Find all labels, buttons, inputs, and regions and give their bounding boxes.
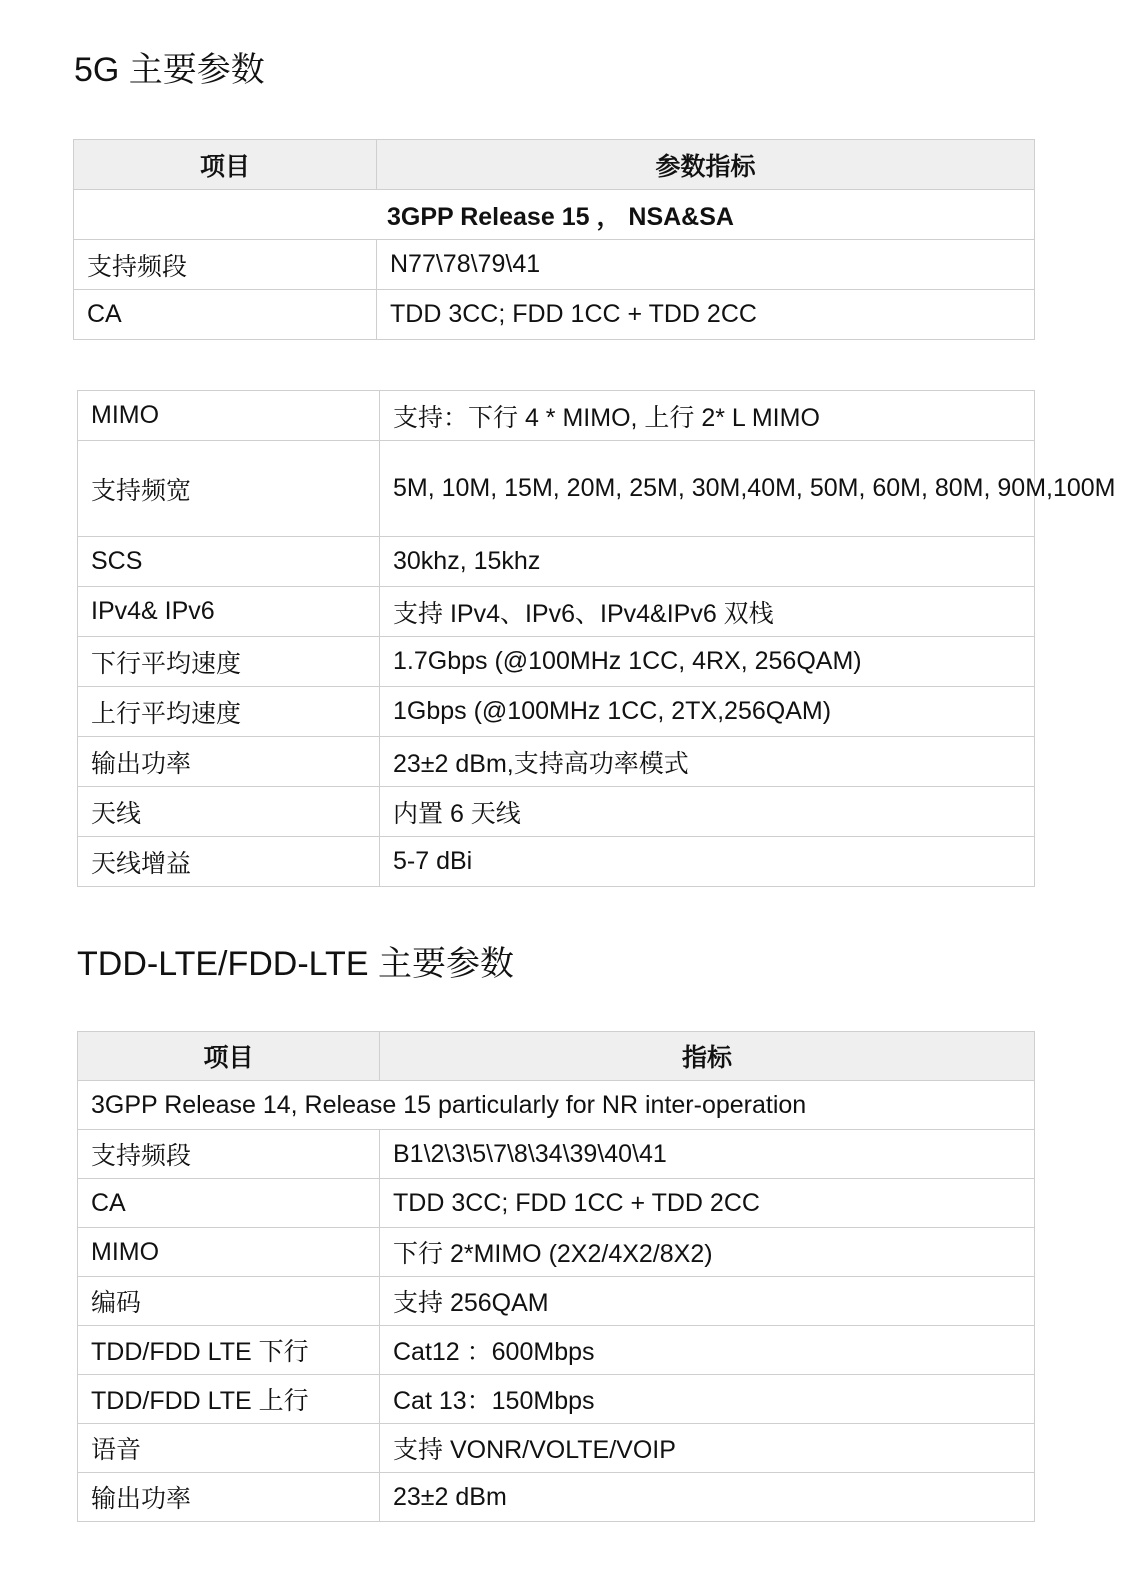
table-row [78, 687, 1035, 737]
release-cell: 3GPP Release 14, Release 15 particularly for NR inter-operation [78, 1081, 1035, 1130]
table-row [78, 1081, 1035, 1130]
table-row [78, 1326, 1035, 1375]
lte-params-table [77, 1031, 1035, 1522]
row-label: 下行平均速度 [78, 637, 380, 687]
table-row [78, 637, 1035, 687]
row-value: Cat12 ：600Mbps [380, 1326, 1035, 1375]
row-value: 1Gbps (@100MHz 1CC, 2TX,256QAM) [380, 687, 1035, 737]
row-value: 5-7 dBi [380, 837, 1035, 887]
row-value: 1.7Gbps (@100MHz 1CC, 4RX, 256QAM) [380, 637, 1035, 687]
row-label: 天线增益 [78, 837, 380, 887]
row-label: MIMO [78, 1228, 380, 1277]
row-value: TDD 3CC; FDD 1CC + TDD 2CC [380, 1179, 1035, 1228]
row-label: MIMO [78, 391, 380, 441]
row-label: 支持频段 [78, 1130, 380, 1179]
row-label: TDD/FDD LTE 上行 [78, 1375, 380, 1424]
table-row [78, 441, 1035, 537]
column-header-spec: 指标 [380, 1032, 1035, 1081]
row-value: 支持 256QAM [380, 1277, 1035, 1326]
row-label: 支持频宽 [78, 441, 380, 537]
table-row [78, 1375, 1035, 1424]
row-value: 30khz, 15khz [380, 537, 1035, 587]
table-row [78, 1277, 1035, 1326]
section-title-5g: 5G 主要参数 [74, 51, 265, 89]
row-label: IPv4& IPv6 [78, 587, 380, 637]
row-label: 天线 [78, 787, 380, 837]
row-label: 编码 [78, 1277, 380, 1326]
table-row [78, 391, 1035, 441]
row-value: 支持 IPv4、IPv6、IPv4&IPv6 双栈 [380, 587, 1035, 637]
table-row [74, 290, 1035, 340]
row-label: CA [78, 1179, 380, 1228]
table-row [78, 1473, 1035, 1522]
table-row [78, 837, 1035, 887]
column-header-spec: 参数指标 [377, 140, 1035, 190]
section-title-lte: TDD-LTE/FDD-LTE 主要参数 [77, 945, 514, 983]
row-label: SCS [78, 537, 380, 587]
table-row [78, 1179, 1035, 1228]
table-row [78, 787, 1035, 837]
row-label: 输出功率 [78, 1473, 380, 1522]
table-row [78, 1130, 1035, 1179]
table-header-row [78, 1032, 1035, 1081]
5g-params-table [73, 139, 1035, 340]
row-label: 上行平均速度 [78, 687, 380, 737]
table-row [74, 190, 1035, 240]
row-value: Cat 13：150Mbps [380, 1375, 1035, 1424]
column-header-item: 项目 [74, 140, 377, 190]
row-value: 5M, 10M, 15M, 20M, 25M, 30M,40M, 50M, 60M, 80M, 90M,100M [380, 441, 1035, 537]
row-label: 支持频段 [74, 240, 377, 290]
row-value: B1\2\3\5\7\8\34\39\40\41 [380, 1130, 1035, 1179]
table-header-row [74, 140, 1035, 190]
row-label: TDD/FDD LTE 下行 [78, 1326, 380, 1375]
release-cell: 3GPP Release 15 ， NSA&SA [74, 190, 1035, 240]
row-value: N77\78\79\41 [377, 240, 1035, 290]
row-value: TDD 3CC; FDD 1CC + TDD 2CC [377, 290, 1035, 340]
row-value: 23±2 dBm,支持高功率模式 [380, 737, 1035, 787]
row-value: 内置 6 天线 [380, 787, 1035, 837]
row-value: 下行 2*MIMO (2X2/4X2/8X2) [380, 1228, 1035, 1277]
row-label: 语音 [78, 1424, 380, 1473]
table-row [78, 587, 1035, 637]
table-row [78, 737, 1035, 787]
table-row [74, 240, 1035, 290]
table-row [78, 1424, 1035, 1473]
row-value: 支持 VONR/VOLTE/VOIP [380, 1424, 1035, 1473]
row-value: 支持：下行 4 * MIMO, 上行 2* L MIMO [380, 391, 1035, 441]
column-header-item: 项目 [78, 1032, 380, 1081]
table-row [78, 1228, 1035, 1277]
row-label: CA [74, 290, 377, 340]
row-value: 23±2 dBm [380, 1473, 1035, 1522]
row-label: 输出功率 [78, 737, 380, 787]
table-row [78, 537, 1035, 587]
5g-params-table-continued [77, 390, 1116, 887]
